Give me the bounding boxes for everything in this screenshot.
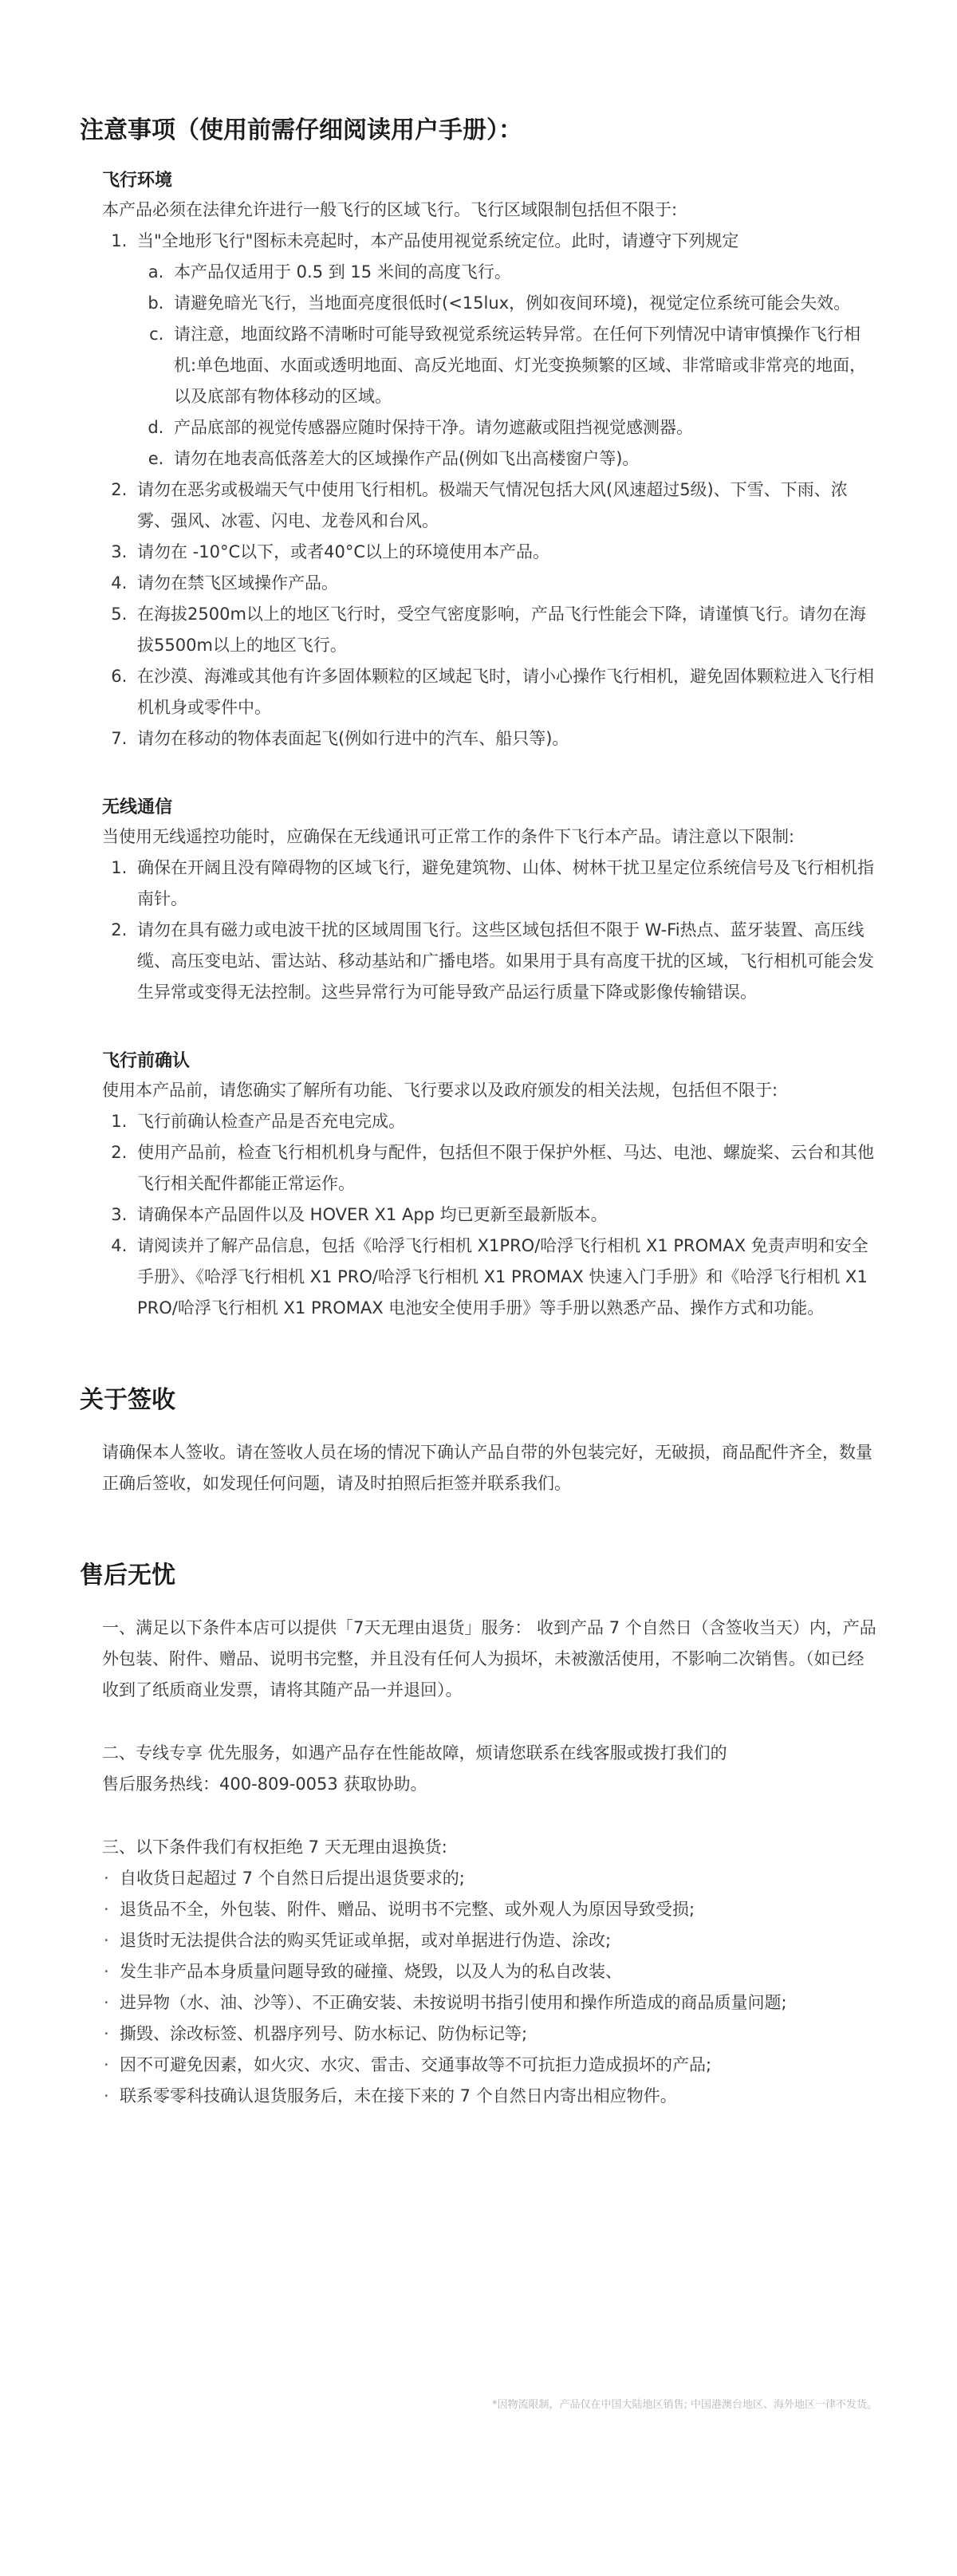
after-sales-section — [80, 1558, 877, 2112]
refusal-conditions-intro: 三、以下条件我们有权拒绝 7 天无理由退换货: — [102, 1837, 447, 1857]
service-hotline-line2: 售后服务热线：400-809-0053 获取协助。 — [102, 1774, 427, 1794]
visual-positioning-sublist — [137, 257, 877, 475]
bullet-icon: · — [104, 1900, 109, 1919]
list-item-text: 撕毁、涂改标签、机器序列号、防水标记、防伪标记等; — [120, 2024, 528, 2043]
list-item-text: 当"全地形飞行"图标未亮起时，本产品使用视觉系统定位。此时，请遵守下列规定 — [137, 231, 739, 250]
list-item: 2. 请勿在具有磁力或电波干扰的区域周围飞行。这些区域包括但不限于 W-Fi热点、蓝牙装置、高压线缆、高压变电站、雷达站、移动基站和广播电塔。如果用于具有高度干扰的区域，飞行相机可能会发生异常或变得无法控制。这些异常行为可能导致产品运行质量下降或影像传输错误。 — [132, 915, 877, 1008]
service-hotline-line1: 二、专线专享 优先服务，如遇产品存在性能故障，烦请您联系在线客服或拨打我们的 — [102, 1743, 727, 1763]
list-item: 2. 使用产品前，检查飞行相机机身与配件，包括但不限于保护外框、马达、电池、螺旋桨、云台和其他飞行相关配件都能正常运作。 — [132, 1137, 877, 1199]
list-item — [102, 1925, 877, 1956]
wireless-title: 无线通信 — [102, 798, 173, 817]
content-column — [80, 113, 877, 2112]
preflight-list — [102, 1106, 877, 1324]
after-sales-body — [102, 1613, 877, 2112]
list-item — [102, 2050, 877, 2081]
return-policy-paragraph: 一、满足以下条件本店可以提供「7天无理由退货」服务： 收到产品 7 个自然日（含签收当天）内，产品外包装、附件、赠品、说明书完整，并且没有任何人为损坏，未被激活使用，不影响二次销售。（如已经收到了纸质商业发票，请将其随产品一并退回）。 — [102, 1618, 876, 1700]
list-item-text: 因不可避免因素，如火灾、水灾、雷击、交通事故等不可抗拒力造成损坏的产品; — [120, 2055, 712, 2074]
wireless-intro: 当使用无线遥控功能时，应确保在无线通讯可正常工作的条件下飞行本产品。请注意以下限制: — [102, 827, 795, 846]
list-item: 4. 请阅读并了解产品信息，包括《哈浮飞行相机 X1PRO/哈浮飞行相机 X1 PROMAX 免责声明和安全手册》、《哈浮飞行相机 X1 PRO/哈浮飞行相机 X1 PROMAX 快速入门手册》和《哈浮飞行相机 X1 PRO/哈浮飞行相机 X1 PROMAX 电池安全使用手册》等手册以熟悉产品、操作方式和功能。 — [132, 1231, 877, 1324]
list-item: b. 请避免暗光飞行，当地面亮度很低时(<15lux，例如夜间环境)，视觉定位系统可能会失效。 — [169, 288, 877, 319]
list-item-text: 退货时无法提供合法的购买凭证或单据，或对单据进行伪造、涂改; — [120, 1931, 612, 1950]
receipt-body — [102, 1437, 877, 1499]
bullet-icon: · — [104, 1931, 109, 1950]
bullet-icon: · — [104, 1993, 109, 2012]
list-item: 7. 请勿在移动的物体表面起飞(例如行进中的汽车、船只等)。 — [132, 723, 877, 754]
list-item — [102, 1956, 877, 1987]
receipt-section — [80, 1383, 877, 1499]
list-item: e. 请勿在地表高低落差大的区域操作产品(例如飞出高楼窗户等)。 — [169, 443, 877, 475]
list-item: 5. 在海拔2500m以上的地区飞行时，受空气密度影响，产品飞行性能会下降，请谨慎飞行。请勿在海拔5500m以上的地区飞行。 — [132, 599, 877, 661]
bullet-icon: · — [104, 2086, 109, 2105]
list-item — [102, 1894, 877, 1925]
bullet-icon: · — [104, 2055, 109, 2074]
bullet-icon: · — [104, 1962, 109, 1981]
preflight-block — [102, 1048, 877, 1324]
refusal-conditions-list — [102, 1863, 877, 2112]
notice-section — [80, 113, 877, 1324]
list-item: 3. 请确保本产品固件以及 HOVER X1 App 均已更新至最新版本。 — [132, 1199, 877, 1231]
list-item-text: 退货品不全，外包装、附件、赠品、说明书不完整、或外观人为原因导致受损; — [120, 1900, 695, 1919]
list-item — [102, 2081, 877, 2112]
flight-environment-block — [102, 167, 877, 754]
list-item: 4. 请勿在禁飞区域操作产品。 — [132, 568, 877, 599]
flight-environment-list — [102, 226, 877, 754]
notice-title: 注意事项（使用前需仔细阅读用户手册）： — [80, 116, 522, 144]
list-item: a. 本产品仅适用于 0.5 到 15 米间的高度飞行。 — [169, 257, 877, 288]
list-item — [102, 1863, 877, 1894]
list-item — [102, 1987, 877, 2019]
list-item: 3. 请勿在 -10°C以下，或者40°C以上的环境使用本产品。 — [132, 537, 877, 568]
flight-environment-title: 飞行环境 — [102, 171, 173, 191]
list-item-text: 发生非产品本身质量问题导致的碰撞、烧毁，以及人为的私自改装、 — [120, 1962, 622, 1981]
list-item: d. 产品底部的视觉传感器应随时保持干净。请勿遮蔽或阻挡视觉感测器。 — [169, 412, 877, 443]
after-sales-title: 售后无忧 — [80, 1562, 175, 1589]
list-item — [102, 2019, 877, 2050]
list-item: 6. 在沙漠、海滩或其他有许多固体颗粒的区域起飞时，请小心操作飞行相机，避免固体颗粒进入飞行相机机身或零件中。 — [132, 661, 877, 723]
wireless-list — [102, 853, 877, 1008]
preflight-intro: 使用本产品前，请您确实了解所有功能、飞行要求以及政府颁发的相关法规，包括但不限于: — [102, 1081, 778, 1100]
list-item: 1. 飞行前确认检查产品是否充电完成。 — [132, 1106, 877, 1137]
bullet-icon: · — [104, 1869, 109, 1888]
list-item-text: 进异物（水、油、沙等）、不正确安装、未按说明书指引使用和操作所造成的商品质量问题; — [120, 1993, 787, 2012]
receipt-title: 关于签收 — [80, 1386, 175, 1414]
receipt-text: 请确保本人签收。请在签收人员在场的情况下确认产品自带的外包装完好，无破损，商品配件齐全，数量正确后签收，如发现任何问题，请及时拍照后拒签并联系我们。 — [102, 1443, 872, 1493]
preflight-title: 飞行前确认 — [102, 1051, 191, 1071]
shipping-footnote: *因物流限制，产品仅在中国大陆地区销售; 中国港澳台地区、海外地区一律不发货。 — [491, 2399, 877, 2411]
list-item-text: 联系零零科技确认退货服务后，未在接下来的 7 个自然日内寄出相应物件。 — [120, 2086, 677, 2105]
list-item — [132, 226, 877, 475]
list-item-text: 自收货日起超过 7 个自然日后提出退货要求的; — [120, 1869, 465, 1888]
list-item: 1. 确保在开阔且没有障碍物的区域飞行，避免建筑物、山体、树林干扰卫星定位系统信号及飞行相机指南针。 — [132, 853, 877, 915]
bullet-icon: · — [104, 2024, 109, 2043]
notice-body — [102, 167, 877, 1324]
list-item: c. 请注意，地面纹路不清晰时可能导致视觉系统运转异常。在任何下列情况中请审慎操作飞行相机:单色地面、水面或透明地面、高反光地面、灯光变换频繁的区域、非常暗或非常亮的地面，以及底部有物体移动的区域。 — [169, 319, 877, 412]
list-item: 2. 请勿在恶劣或极端天气中使用飞行相机。极端天气情况包括大风(风速超过5级)、下雪、下雨、浓雾、强风、冰雹、闪电、龙卷风和台风。 — [132, 475, 877, 537]
wireless-block — [102, 794, 877, 1008]
flight-environment-intro: 本产品必须在法律允许进行一般飞行的区域飞行。飞行区域限制包括但不限于: — [102, 200, 678, 219]
